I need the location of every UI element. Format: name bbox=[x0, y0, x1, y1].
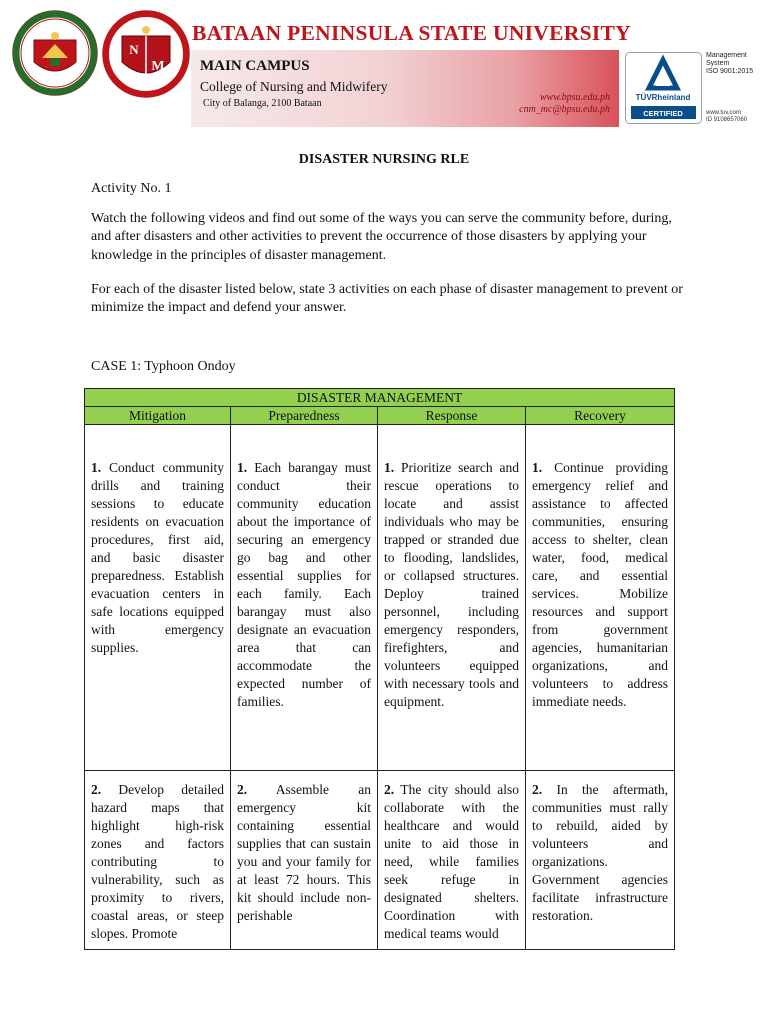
campus-address: City of Balanga, 2100 Bataan bbox=[203, 98, 322, 109]
column-header-mitigation: Mitigation bbox=[85, 407, 231, 425]
activity-number: Activity No. 1 bbox=[91, 181, 172, 196]
cell-recovery-2: 2. In the aftermath, communities must rally to rebuild, aided by volunteers and organizations. Government agencies facilitate infrastructure restoration. bbox=[526, 771, 675, 950]
cell-preparedness-1: 1. Each barangay must conduct their community education about the importance of securing an emergency go bag and other essential supplies for each family. Each barangay must also designate an evacuation area that can accommodate the expected number of families. bbox=[231, 425, 378, 771]
cell-response-1: 1. Prioritize search and rescue operations to locate and assist individuals who may be trapped or stranded due to flooding, landslides, or collapsed structures. Deploy trained personnel, including emergency responders, firefighters, and volunteers equipped with necessary tools and equipment. bbox=[378, 425, 526, 771]
svg-text:CERTIFIED: CERTIFIED bbox=[643, 109, 683, 118]
university-name: BATAAN PENINSULA STATE UNIVERSITY bbox=[192, 21, 631, 45]
svg-text:TÜVRheinland: TÜVRheinland bbox=[635, 93, 691, 102]
certification-url: www.tuv.com ID 9108657060 bbox=[706, 110, 748, 123]
table-row bbox=[85, 771, 675, 950]
university-seal-logo bbox=[12, 10, 98, 96]
cell-mitigation-2: 2. Develop detailed hazard maps that highlight high-risk zones and factors contributing to vulnerability, such as proximity to rivers, coastal areas, or steep slopes. Promote bbox=[85, 771, 231, 950]
column-header-response: Response bbox=[378, 407, 526, 425]
instruction-paragraph-1: Watch the following videos and find out some of the ways you can serve the community before, during, and after disasters and other activities to prevent the occurrence of those disasters by applying your knowledge in the principles of disaster management. bbox=[91, 211, 672, 263]
disaster-management-table bbox=[84, 388, 675, 950]
email-link[interactable]: cnm_mc@bpsu.edu.ph bbox=[519, 104, 610, 115]
column-header-preparedness: Preparedness bbox=[231, 407, 378, 425]
tuv-certification-logo bbox=[625, 52, 702, 124]
svg-text:M: M bbox=[151, 59, 165, 74]
website-link[interactable]: www.bpsu.edu.ph bbox=[539, 92, 610, 103]
campus-name: MAIN CAMPUS bbox=[200, 58, 310, 74]
cell-response-2: 2. The city should also collaborate with the healthcare and would unite to aid those in need, while families seek refuge in designated shelters. Coordination with medical teams would bbox=[378, 771, 526, 950]
cell-recovery-1: 1. Continue providing emergency relief and assistance to affected communities, ensuring access to shelter, clean water, food, medical care, and essential services. Mobilize resources and support from government agencies, humanitarian organizations, and volunteers to address immediate needs. bbox=[526, 425, 675, 771]
table-title: DISASTER MANAGEMENT bbox=[85, 389, 675, 407]
document-title: DISASTER NURSING RLE bbox=[298, 152, 470, 167]
college-seal-logo bbox=[102, 10, 190, 98]
cell-mitigation-1: 1. Conduct community drills and training sessions to educate residents on evacuation procedures, first aid, and basic disaster preparedness. Establish evacuation centers in safe locations equipped with emergency supplies. bbox=[85, 425, 231, 771]
table-row bbox=[85, 425, 675, 771]
instruction-paragraph-2: For each of the disaster listed below, state 3 activities on each phase of disaster management to prevent or minimize the impact and defend your answer. bbox=[91, 282, 683, 316]
cell-preparedness-2: 2. Assemble an emergency kit containing essential supplies that can sustain you and your family for at least 72 hours. This kit should include non-perishable bbox=[231, 771, 378, 950]
certification-system: Management System ISO 9001:2015 bbox=[706, 52, 754, 75]
column-header-recovery: Recovery bbox=[526, 407, 675, 425]
college-name: College of Nursing and Midwifery bbox=[200, 79, 388, 94]
case-title: CASE 1: Typhoon Ondoy bbox=[91, 359, 236, 374]
svg-text:N: N bbox=[129, 42, 139, 57]
